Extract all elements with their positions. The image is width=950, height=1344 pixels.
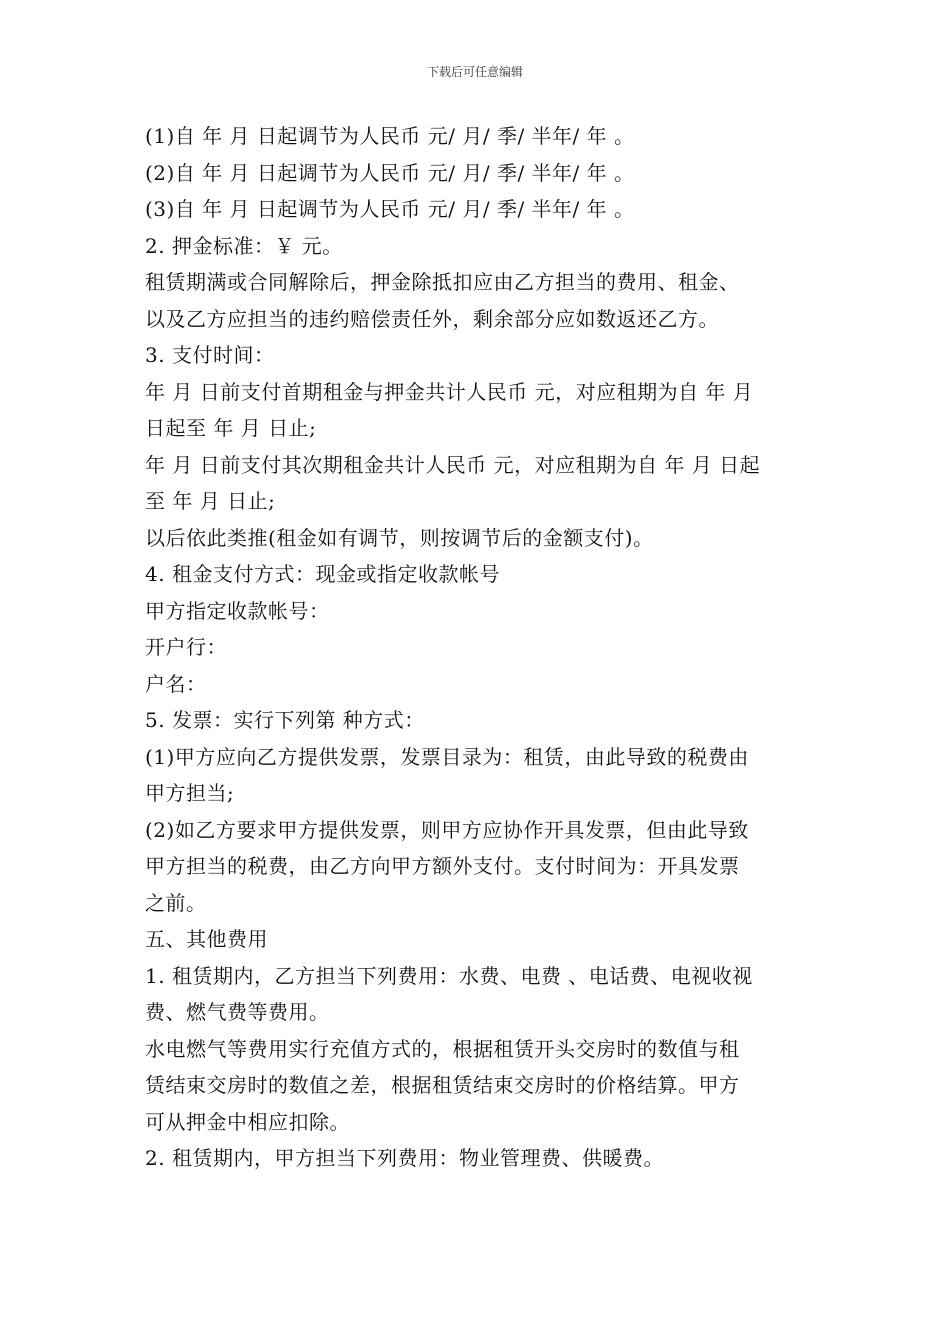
text-line: (1)自 年 月 日起调节为人民币 元/ 月/ 季/ 半年/ 年 。 (145, 124, 635, 148)
text-line: 甲方担当; (145, 781, 235, 805)
text-line: 甲方担当的税费，由乙方向甲方额外支付。支付时间为：开具发票 (145, 854, 740, 878)
text-line: 2. 租赁期内，甲方担当下列费用：物业管理费、供暖费。 (145, 1146, 664, 1170)
document-body (145, 118, 810, 1177)
text-line: 之前。 (145, 890, 207, 915)
text-line: 租赁期满或合同解除后，押金除抵扣应由乙方担当的费用、租金、 (145, 270, 740, 294)
text-line: 以后依此类推(租金如有调节，则按调节后的金额支付)。 (145, 525, 654, 550)
text-line: 1. 租赁期内，乙方担当下列费用：水费、电费 、电话费、电视收视 (145, 963, 753, 988)
text-line: 水电燃气等费用实行充值方式的，根据租赁开头交房时的数值与租 (145, 1036, 740, 1061)
text-line: 4. 租金支付方式：现金或指定收款帐号 (145, 562, 500, 586)
text-line: 户名： (145, 671, 207, 696)
text-line: 日起至 年 月 日止; (145, 416, 317, 440)
text-line: 开户行： (145, 635, 227, 659)
text-line: 赁结束交房时的数值之差，根据租赁结束交房时的价格结算。甲方 (145, 1073, 740, 1097)
text-line: (3)自 年 月 日起调节为人民币 元/ 月/ 季/ 半年/ 年 。 (145, 197, 635, 221)
text-line: 5. 发票：实行下列第 种方式： (145, 708, 425, 732)
text-line: 以及乙方应担当的违约赔偿责任外，剩余部分应如数返还乙方。 (145, 306, 719, 331)
text-line: (2)如乙方要求甲方提供发票，则甲方应协作开具发票，但由此导致 (145, 817, 749, 842)
text-line: 甲方指定收款帐号： (145, 598, 330, 623)
page-header: 下载后可任意编辑 (426, 65, 523, 79)
text-line: 费、燃气费等费用。 (145, 1000, 330, 1024)
text-line: 3. 支付时间： (145, 343, 275, 367)
text-line: 至 年 月 日止; (145, 489, 276, 513)
text-line: 可从押金中相应扣除。 (145, 1109, 350, 1134)
text-line: 年 月 日前支付其次期租金共计人民币 元，对应租期为自 年 月 日起 (145, 452, 761, 477)
text-line: 年 月 日前支付首期租金与押金共计人民币 元，对应租期为自 年 月 (145, 379, 754, 404)
text-line: (1)甲方应向乙方提供发票，发票目录为：租赁，由此导致的税费由 (145, 744, 749, 769)
text-line: (2)自 年 月 日起调节为人民币 元/ 月/ 季/ 半年/ 年 。 (145, 160, 635, 185)
text-line: 五、其他费用 (145, 927, 268, 951)
text-line: 2. 押金标准：￥ 元。 (145, 233, 343, 258)
